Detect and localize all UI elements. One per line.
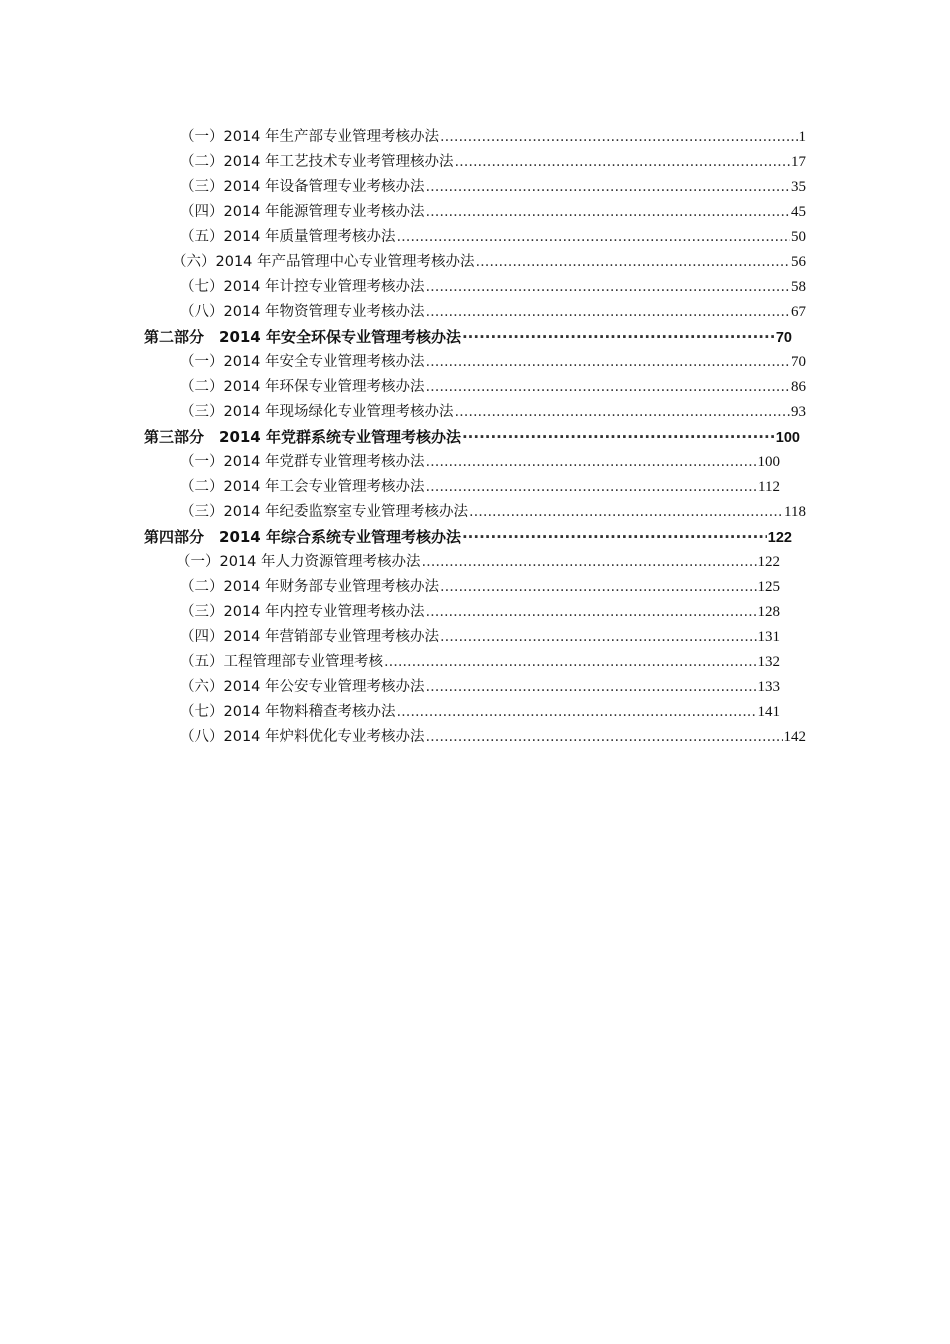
dot-leader	[462, 325, 775, 350]
toc-entry-title: （二）2014 年环保专业管理考核办法	[180, 379, 425, 395]
toc-entry[interactable]	[0, 125, 950, 150]
dot-leader	[426, 600, 757, 625]
toc-entry-title: （五）工程管理部专业管理考核	[180, 654, 383, 670]
dot-leader	[426, 375, 790, 400]
toc-entry[interactable]	[0, 150, 950, 175]
toc-entry-page: 35	[791, 179, 806, 195]
toc-part-page: 100	[775, 430, 800, 446]
toc-entry-title: （二）2014 年工会专业管理考核办法	[180, 479, 425, 495]
toc-entry-title: （七）2014 年物料稽查考核办法	[180, 704, 396, 720]
toc-entry-page: 118	[784, 504, 806, 520]
toc-entry[interactable]	[0, 725, 950, 750]
dot-leader	[397, 700, 757, 725]
toc-entry-title: （三）2014 年内控专业管理考核办法	[180, 604, 425, 620]
toc-entry-page: 141	[757, 704, 780, 720]
dot-leader	[440, 625, 756, 650]
toc-entry[interactable]	[0, 700, 950, 725]
dot-leader	[462, 425, 775, 450]
dot-leader	[476, 250, 790, 275]
toc-entry[interactable]	[0, 300, 950, 325]
toc-entry-page: 56	[791, 254, 806, 270]
toc-entry[interactable]	[0, 225, 950, 250]
dot-leader	[455, 150, 790, 175]
toc-entry-page: 133	[757, 679, 780, 695]
toc-entry-page: 86	[791, 379, 806, 395]
dot-leader	[422, 550, 757, 575]
toc-entry[interactable]	[0, 550, 950, 575]
toc-part-heading[interactable]	[0, 425, 950, 450]
toc-entry-title: （一）2014 年生产部专业管理考核办法	[180, 129, 440, 145]
dot-leader	[384, 650, 757, 675]
toc-entry-title: （一）2014 年党群专业管理考核办法	[180, 454, 425, 470]
toc-entry[interactable]	[0, 500, 950, 525]
toc-entry-page: 100	[757, 454, 780, 470]
toc-entry[interactable]	[0, 175, 950, 200]
toc-entry-title: （四）2014 年营销部专业管理考核办法	[180, 629, 440, 645]
toc-entry-title: （六）2014 年产品管理中心专业管理考核办法	[172, 254, 475, 270]
toc-entry[interactable]	[0, 200, 950, 225]
table-of-contents	[0, 125, 950, 750]
dot-leader	[397, 225, 790, 250]
toc-part-title: 第三部分 2014 年党群系统专业管理考核办法	[144, 428, 461, 446]
toc-entry-page: 45	[791, 204, 806, 220]
toc-entry[interactable]	[0, 650, 950, 675]
dot-leader	[469, 500, 783, 525]
dot-leader	[426, 175, 790, 200]
toc-entry[interactable]	[0, 450, 950, 475]
toc-entry-title: （四）2014 年能源管理专业考核办法	[180, 204, 425, 220]
dot-leader	[426, 450, 757, 475]
toc-entry-page: 67	[791, 304, 806, 320]
toc-entry-title: （五）2014 年质量管理考核办法	[180, 229, 396, 245]
toc-entry[interactable]	[0, 575, 950, 600]
toc-entry[interactable]	[0, 625, 950, 650]
toc-part-title: 第二部分 2014 年安全环保专业管理考核办法	[144, 328, 461, 346]
toc-part-heading[interactable]	[0, 325, 950, 350]
toc-entry-title: （一）2014 年人力资源管理考核办法	[176, 554, 421, 570]
dot-leader	[426, 725, 783, 750]
dot-leader	[426, 200, 790, 225]
dot-leader	[455, 400, 790, 425]
toc-part-page: 70	[775, 330, 792, 346]
toc-entry-page: 132	[757, 654, 780, 670]
toc-entry-page: 142	[783, 729, 806, 745]
toc-part-page: 122	[767, 530, 792, 546]
toc-entry-title: （一）2014 年安全专业管理考核办法	[180, 354, 425, 370]
toc-entry-page: 125	[757, 579, 780, 595]
dot-leader	[440, 575, 756, 600]
dot-leader	[426, 350, 790, 375]
toc-entry-page: 50	[791, 229, 806, 245]
toc-entry-page: 1	[798, 129, 806, 145]
toc-entry[interactable]	[0, 475, 950, 500]
toc-entry-title: （三）2014 年现场绿化专业管理考核办法	[180, 404, 454, 420]
toc-entry[interactable]	[0, 350, 950, 375]
toc-entry-title: （三）2014 年设备管理专业考核办法	[180, 179, 425, 195]
dot-leader	[426, 475, 758, 500]
toc-entry-title: （二）2014 年工艺技术专业考管理核办法	[180, 154, 454, 170]
toc-entry-page: 131	[757, 629, 780, 645]
toc-entry[interactable]	[0, 250, 950, 275]
toc-entry-page: 17	[791, 154, 806, 170]
toc-entry[interactable]	[0, 400, 950, 425]
toc-entry[interactable]	[0, 275, 950, 300]
toc-entry-title: （六）2014 年公安专业管理考核办法	[180, 679, 425, 695]
dot-leader	[426, 275, 790, 300]
toc-entry-page: 70	[791, 354, 806, 370]
toc-part-title: 第四部分 2014 年综合系统专业管理考核办法	[144, 528, 461, 546]
toc-entry-page: 112	[758, 479, 780, 495]
toc-entry[interactable]	[0, 675, 950, 700]
toc-entry-title: （八）2014 年炉料优化专业考核办法	[180, 729, 425, 745]
toc-entry[interactable]	[0, 600, 950, 625]
toc-entry-title: （八）2014 年物资管理专业考核办法	[180, 304, 425, 320]
dot-leader	[426, 300, 790, 325]
toc-part-heading[interactable]	[0, 525, 950, 550]
toc-entry-title: （三）2014 年纪委监察室专业管理考核办法	[180, 504, 469, 520]
dot-leader	[462, 525, 767, 550]
toc-entry-page: 93	[791, 404, 806, 420]
toc-entry-page: 122	[757, 554, 780, 570]
toc-entry[interactable]	[0, 375, 950, 400]
toc-entry-title: （二）2014 年财务部专业管理考核办法	[180, 579, 440, 595]
toc-entry-page: 128	[757, 604, 780, 620]
toc-entry-title: （七）2014 年计控专业管理考核办法	[180, 279, 425, 295]
dot-leader	[440, 125, 797, 150]
toc-entry-page: 58	[791, 279, 806, 295]
dot-leader	[426, 675, 757, 700]
